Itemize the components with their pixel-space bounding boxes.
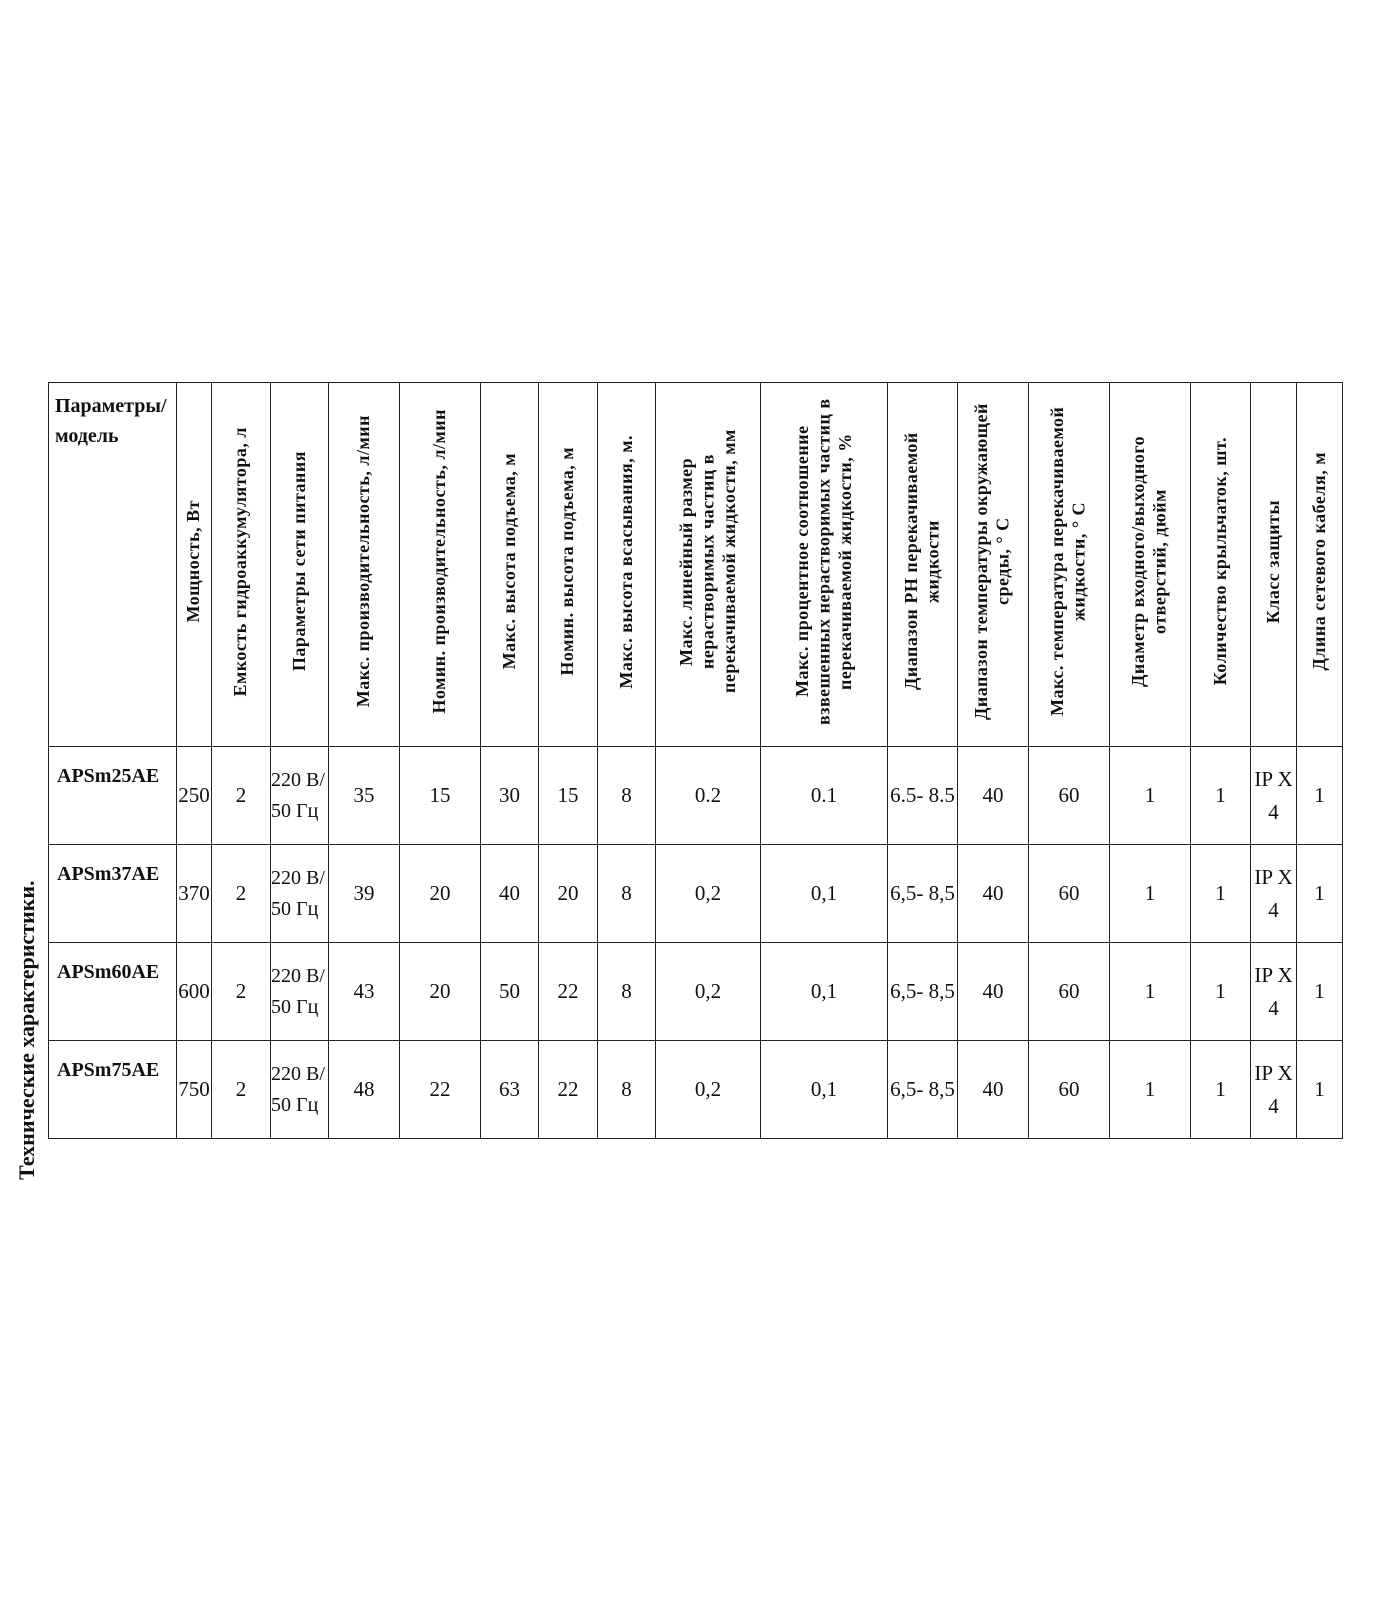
model-cell: APSm75AE <box>49 1041 177 1139</box>
column-header <box>212 383 271 747</box>
table-cell: 60 <box>1029 1041 1110 1139</box>
table-cell: 1 <box>1191 1041 1251 1139</box>
table-cell: 0,2 <box>656 943 761 1041</box>
specs-table <box>48 382 1343 1139</box>
column-header-label: Номин. производительность, л/мин <box>429 409 450 714</box>
table-cell: 8 <box>598 747 656 845</box>
table-cell: 220 В/ 50 Гц <box>271 1041 329 1139</box>
column-header <box>177 383 212 747</box>
table-cell: 22 <box>539 943 598 1041</box>
column-header-label: Макс. высота всасывания, м. <box>615 434 636 689</box>
table-row <box>49 1041 1343 1139</box>
table-cell: 40 <box>958 747 1029 845</box>
model-cell: APSm25AE <box>49 747 177 845</box>
table-cell: 60 <box>1029 747 1110 845</box>
table-cell: 1 <box>1110 943 1191 1041</box>
table-cell: 220 В/ 50 Гц <box>271 943 329 1041</box>
column-header-label: Мощность, Вт <box>183 500 204 623</box>
table-cell: 8 <box>598 845 656 943</box>
column-header-label: Номин. высота подъема, м <box>557 447 578 676</box>
table-cell: 1 <box>1297 747 1343 845</box>
table-cell: 600 <box>177 943 212 1041</box>
table-cell: 60 <box>1029 943 1110 1041</box>
table-cell: IP X 4 <box>1251 943 1297 1041</box>
column-header <box>598 383 656 747</box>
column-header <box>1297 383 1343 747</box>
table-cell: 35 <box>329 747 400 845</box>
column-header-label: Макс. производительность, л/мин <box>353 415 374 708</box>
table-cell: 750 <box>177 1041 212 1139</box>
document-title: Технические характеристики. <box>14 880 39 1180</box>
table-cell: 0,1 <box>761 845 888 943</box>
table-cell: 1 <box>1191 845 1251 943</box>
table-cell: 6,5- 8,5 <box>888 943 958 1041</box>
column-header-label: Макс. высота подъема, м <box>498 453 519 670</box>
column-header-label: Макс. температура перекачиваемой жидкости, ° С <box>1047 406 1089 717</box>
model-cell: APSm37AE <box>49 845 177 943</box>
table-cell: 6,5- 8,5 <box>888 1041 958 1139</box>
corner-header: Параметры/ модель <box>49 383 177 747</box>
table-cell: 2 <box>212 1041 271 1139</box>
table-cell: 220 В/ 50 Гц <box>271 747 329 845</box>
table-cell: 40 <box>958 845 1029 943</box>
column-header-label: Количество крыльчаток, шт. <box>1209 437 1230 686</box>
table-cell: 30 <box>481 747 539 845</box>
table-cell: 2 <box>212 943 271 1041</box>
table-cell: IP X 4 <box>1251 845 1297 943</box>
column-header <box>1110 383 1191 747</box>
column-header-label: Макс. процентное соотношение взвешенных нерастворимых частиц в перекачиваемой жидкости, % <box>791 398 855 725</box>
table-cell: 250 <box>177 747 212 845</box>
table-cell: 1 <box>1191 943 1251 1041</box>
table-cell: 20 <box>400 943 481 1041</box>
column-header <box>329 383 400 747</box>
column-header <box>656 383 761 747</box>
column-header-label: Диапазон PH перекачиваемой жидкости <box>900 432 943 691</box>
model-cell: APSm60AE <box>49 943 177 1041</box>
table-cell: 0.2 <box>656 747 761 845</box>
column-header-label: Параметры сети питания <box>288 451 309 672</box>
column-header-label: Класс защиты <box>1262 499 1283 624</box>
table-cell: 8 <box>598 1041 656 1139</box>
table-cell: 40 <box>958 1041 1029 1139</box>
table-cell: 1 <box>1110 1041 1191 1139</box>
table-cell: 0.1 <box>761 747 888 845</box>
table-cell: 48 <box>329 1041 400 1139</box>
table-cell: 1 <box>1297 943 1343 1041</box>
column-header <box>888 383 958 747</box>
table-cell: 22 <box>539 1041 598 1139</box>
table-cell: 0,2 <box>656 845 761 943</box>
table-cell: 0,1 <box>761 1041 888 1139</box>
table-cell: IP X 4 <box>1251 1041 1297 1139</box>
table-cell: 220 В/ 50 Гц <box>271 845 329 943</box>
column-header-label: Емкость гидроаккумулятора, л <box>230 426 251 697</box>
column-header <box>1029 383 1110 747</box>
table-cell: 22 <box>400 1041 481 1139</box>
column-header <box>761 383 888 747</box>
table-cell: 8 <box>598 943 656 1041</box>
table-cell: 40 <box>958 943 1029 1041</box>
table-row <box>49 943 1343 1041</box>
table-cell: 1 <box>1297 1041 1343 1139</box>
column-header <box>1251 383 1297 747</box>
table-cell: 1 <box>1297 845 1343 943</box>
table-cell: 6,5- 8,5 <box>888 845 958 943</box>
table-cell: 6.5- 8.5 <box>888 747 958 845</box>
table-cell: 0,2 <box>656 1041 761 1139</box>
table-cell: 15 <box>400 747 481 845</box>
table-cell: 370 <box>177 845 212 943</box>
table-cell: 2 <box>212 845 271 943</box>
table-cell: 40 <box>481 845 539 943</box>
table-cell: IP X 4 <box>1251 747 1297 845</box>
table-cell: 15 <box>539 747 598 845</box>
column-header <box>958 383 1029 747</box>
table-cell: 1 <box>1110 747 1191 845</box>
column-header <box>481 383 539 747</box>
column-header-label: Диапазон температуры окружающей среды, ° С <box>971 403 1013 720</box>
table-row <box>49 845 1343 943</box>
table-cell: 60 <box>1029 845 1110 943</box>
column-header <box>271 383 329 747</box>
table-cell: 63 <box>481 1041 539 1139</box>
table-cell: 2 <box>212 747 271 845</box>
column-header <box>539 383 598 747</box>
table-cell: 1 <box>1110 845 1191 943</box>
column-header-label: Макс. линейный размер нерастворимых частиц в перекачиваемой жидкости, мм <box>675 429 739 694</box>
column-header-label: Диаметр входного/выходного отверстий, дюйм <box>1128 435 1170 688</box>
column-header <box>400 383 481 747</box>
table-cell: 0,1 <box>761 943 888 1041</box>
header-row <box>49 383 1343 747</box>
table-cell: 20 <box>400 845 481 943</box>
column-header <box>1191 383 1251 747</box>
table-cell: 43 <box>329 943 400 1041</box>
column-header-label: Длина сетевого кабеля, м <box>1308 452 1329 671</box>
table-cell: 20 <box>539 845 598 943</box>
table-row <box>49 747 1343 845</box>
table-cell: 50 <box>481 943 539 1041</box>
table-cell: 1 <box>1191 747 1251 845</box>
table-cell: 39 <box>329 845 400 943</box>
